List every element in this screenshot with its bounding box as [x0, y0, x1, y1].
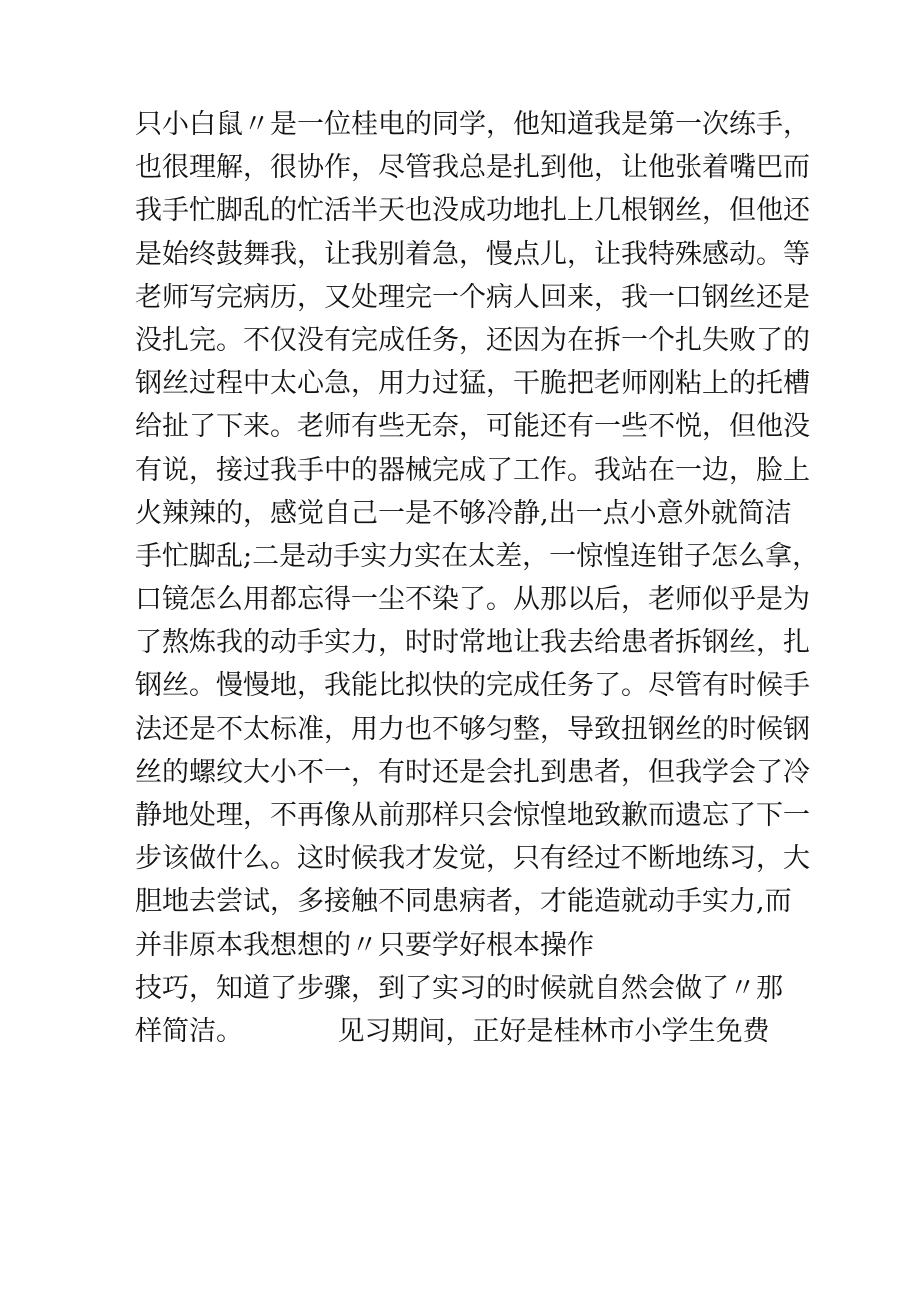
text-line: 给扯了下来。老师有些无奈，可能还有一些不悦，但他没: [135, 411, 810, 443]
text-line: 样简洁。 见习期间，正好是桂林市小学生免费: [135, 1015, 770, 1047]
text-line: 老师写完病历，又处理完一个病人回来，我一口钢丝还是: [135, 281, 810, 313]
text-line: 步该做什么。这时候我才发觉，只有经过不断地练习，大: [135, 843, 810, 875]
text-line: 我手忙脚乱的忙活半天也没成功地扎上几根钢丝，但他还: [135, 195, 810, 227]
text-line: 钢丝过程中太心急，用力过猛，干脆把老师刚粘上的托槽: [135, 368, 810, 400]
text-line: 技巧，知道了步骤，到了实习的时候就自然会做了〃那: [135, 972, 783, 1004]
body-text: [135, 103, 820, 1053]
text-line: 手忙脚乱;二是动手实力实在太差，一惊惶连钳子怎么拿，: [135, 540, 820, 572]
text-line: 没扎完。不仅没有完成任务，还因为在拆一个扎失败了的: [135, 324, 810, 356]
text-line: 是始终鼓舞我，让我别着急，慢点儿，让我特殊感动。等: [135, 238, 810, 270]
text-line: 胆地去尝试，多接触不同患病者，才能造就动手实力,而: [135, 886, 792, 918]
text-line: 并非原本我想想的〃只要学好根本操作: [135, 929, 594, 961]
text-line: 只小白鼠〃是一位桂电的同学，他知道我是第一次练手，: [135, 109, 810, 140]
text-line: 火辣辣的，感觉自己一是不够冷静,出一点小意外就简洁: [135, 497, 792, 529]
text-line: 法还是不太标准，用力也不够匀整，导致扭钢丝的时候钢: [135, 713, 810, 745]
text-line: 了熬炼我的动手实力，时时常地让我去给患者拆钢丝，扎: [135, 627, 810, 659]
text-line: 有说，接过我手中的器械完成了工作。我站在一边，脸上: [135, 454, 810, 486]
text-line: 静地处理，不再像从前那样只会惊惶地致歉而遗忘了下一: [135, 800, 810, 831]
text-line: 也很理解，很协作，尽管我总是扎到他，让他张着嘴巴而: [135, 152, 810, 184]
text-line: 钢丝。慢慢地，我能比拟快的完成任务了。尽管有时候手: [135, 670, 810, 702]
text-line: 丝的螺纹大小不一，有时还是会扎到患者，但我学会了冷: [135, 756, 810, 788]
text-line: 口镜怎么用都忘得一尘不染了。从那以后，老师似乎是为: [135, 584, 810, 616]
